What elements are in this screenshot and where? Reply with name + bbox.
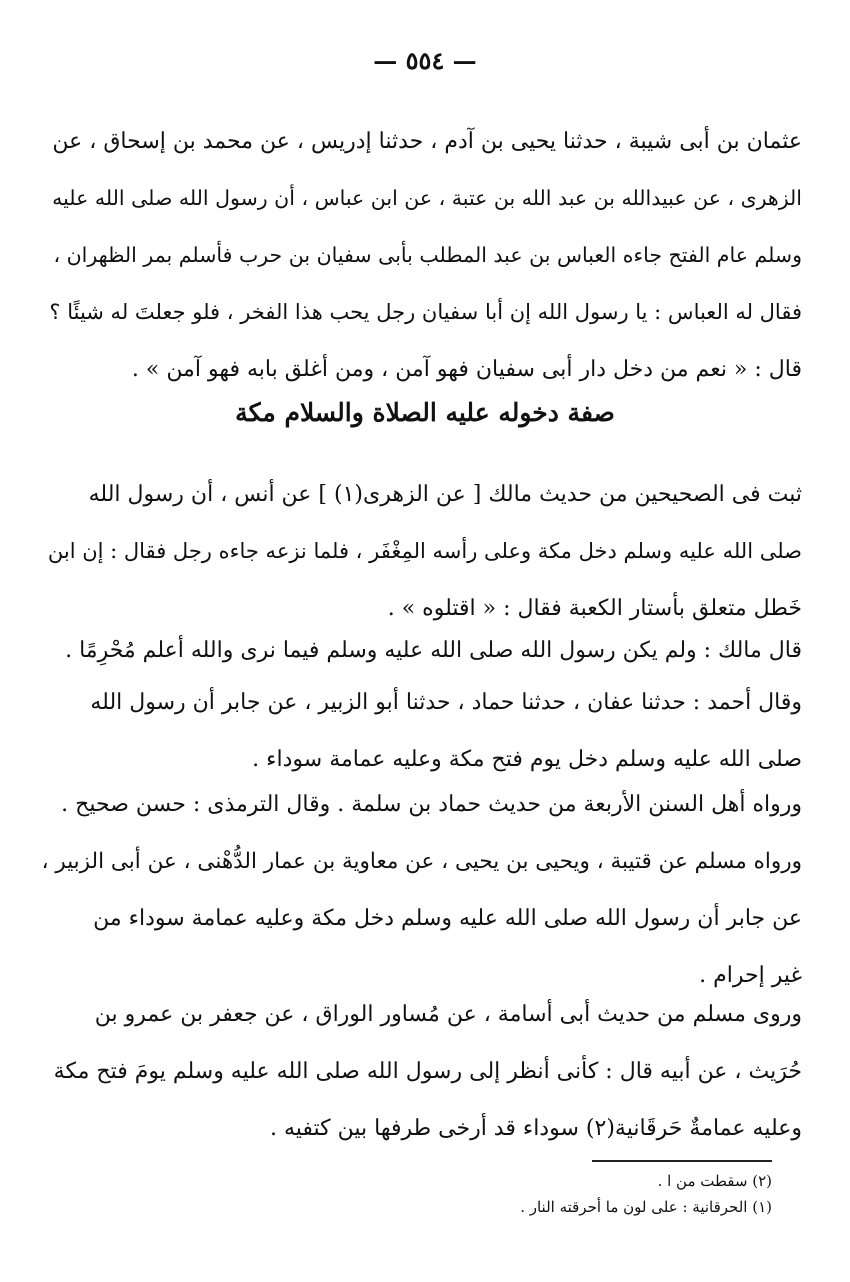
text-line: عن جابر أن رسول الله صلى الله عليه وسلم دخل مكة وعليه عمامة سوداء من [93,906,802,931]
text-line: وروى مسلم من حديث أبى أسامة ، عن مُساور الوراق ، عن جعفر بن عمرو بن [94,1002,802,1027]
paragraph-hadith-abbas [40,113,802,398]
text-line: ثبت فى الصحيحين من حديث مالك [ عن الزهرى(١) ] عن أنس ، أن رسول الله [88,482,802,507]
footnote-2: (٢) سقطت من ا . [657,1172,772,1190]
text-line: قال مالك : ولم يكن رسول الله صلى الله عليه وسلم فيما نرى والله أعلم مُحْرِمًا . [65,638,802,663]
text-line: وعليه عمامةٌ حَرقَانية(٢) سوداء قد أرخى طرفها بين كتفيه . [269,1116,802,1141]
footnote-divider [592,1160,772,1162]
page-number: — ٥٥٤ — [373,46,477,75]
footnote-1: (١) الحرقانية : على لون ما أحرقته النار . [520,1198,772,1216]
section-heading: صفة دخوله عليه الصلاة والسلام مكة [235,398,615,427]
paragraph-ahmad [40,674,802,788]
text-line: صلى الله عليه وسلم دخل مكة وعلى رأسه المِغْفَر ، فلما نزعه جاءه رجل فقال : إن ابن [47,539,802,563]
paragraph-sunan [40,776,802,1004]
text-line: غير إحرام . [699,963,802,988]
text-line: وسلم عام الفتح جاءه العباس بن عبد المطلب بأبى سفيان بن حرب فأسلم بمر الظهران ، [53,243,802,267]
text-line: ورواه مسلم عن قتيبة ، ويحيى بن يحيى ، عن معاوية بن عمار الدُّهْنى ، عن أبى الزبير ، [41,849,802,874]
text-line: قال : « نعم من دخل دار أبى سفيان فهو آمن ، ومن أغلق بابه فهو آمن » . [131,357,802,382]
paragraph-sahihayn [40,466,802,637]
footnotes [272,1168,772,1220]
text-line: فقال له العباس : يا رسول الله إن أبا سفيان رجل يحب هذا الفخر ، فلو جعلتَ له شيئًا ؟ [49,300,802,324]
text-line: حُرَيث ، عن أبيه قال : كأنى أنظر إلى رسول الله صلى الله عليه وسلم يومَ فتح مكة [53,1059,802,1084]
text-line: خَطل متعلق بأستار الكعبة فقال : « اقتلوه » . [387,596,802,621]
paragraph-muslim-abu-usama [40,986,802,1157]
paragraph-malik [40,622,802,679]
text-line: عثمان بن أبى شيبة ، حدثنا يحيى بن آدم ، حدثنا إدريس ، عن محمد بن إسحاق ، عن [52,129,802,154]
text-line: الزهرى ، عن عبيدالله بن عبد الله بن عتبة ، عن ابن عباس ، أن رسول الله صلى الله عليه [52,186,802,210]
text-line: صلى الله عليه وسلم دخل يوم فتح مكة وعليه عمامة سوداء . [252,747,802,772]
text-line: ورواه أهل السنن الأربعة من حديث حماد بن سلمة . وقال الترمذى : حسن صحيح . [61,792,802,817]
text-line: وقال أحمد : حدثنا عفان ، حدثنا حماد ، حدثنا أبو الزبير ، عن جابر أن رسول الله [90,690,802,715]
